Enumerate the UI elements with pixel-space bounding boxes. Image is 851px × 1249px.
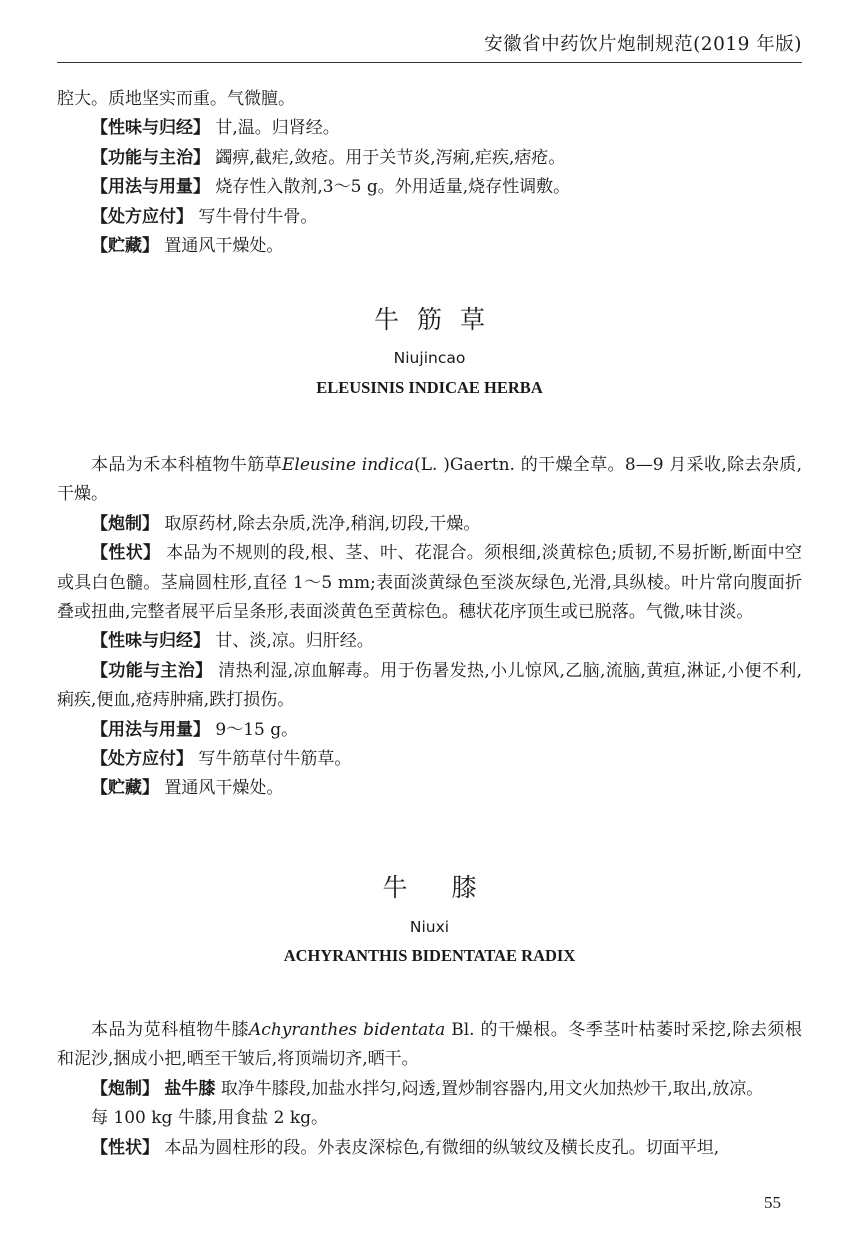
section-label: 【处方应付】 — [91, 206, 193, 227]
section-text: 清热利湿,凉血解毒。用于伤暑发热,小儿惊风,乙脑,流脑,黄疸,淋证,小便不利,痢疾,便血,疮痔肿痛,跌打损伤。 — [57, 660, 803, 711]
entry-body — [57, 1016, 802, 1163]
entry-body — [57, 451, 802, 804]
header-rule — [57, 62, 802, 63]
section-text: 置通风干燥处。 — [164, 778, 284, 799]
entry-pinyin: Niuxi — [409, 918, 450, 936]
entry-latin-name: ELEUSINIS INDICAE HERBA — [316, 378, 543, 397]
section-text: 取原药材,除去杂质,洗净,稍润,切段,干燥。 — [164, 513, 481, 534]
processing-section — [57, 510, 802, 539]
description-section — [57, 1134, 802, 1163]
storage-section — [57, 774, 802, 803]
section-text: 置通风干燥处。 — [164, 236, 284, 257]
section-label: 【功能与主治】 — [91, 660, 213, 681]
section-text: 写牛骨付牛骨。 — [198, 206, 318, 227]
section-text: 本品为不规则的段,根、茎、叶、花混合。须根细,淡黄棕色;质韧,不易折断,断面中空或具白色髓。茎扁圆柱形,直径 1～5 mm;表面淡黄绿色至淡灰绿色,光滑,具纵棱。叶片常向腹面折叠或扭曲,完整者展平后呈条形,表面淡黄色至黄棕色。穗状花序顶生或已脱落。气微,味甘淡。 — [57, 543, 803, 623]
description-section — [57, 539, 802, 627]
species-name: Achyranthes bidentata — [249, 1020, 446, 1040]
usage-dosage-section — [57, 716, 802, 745]
section-label: 【处方应付】 — [91, 749, 193, 770]
processing-subhead: 盐牛膝 — [164, 1078, 216, 1099]
salt-ratio-note: 每 100 kg 牛膝,用食盐 2 kg。 — [91, 1108, 329, 1129]
prev-entry-section — [57, 85, 802, 261]
section-text: 甘、淡,凉。归肝经。 — [215, 631, 374, 652]
section-label: 【炮制】 — [91, 1078, 159, 1099]
intro-text: Bl. 的干燥根。冬季茎叶枯萎时采挖,除去须根和泥沙,捆成小把,晒至干皱后,将顶端切齐,晒干。 — [57, 1020, 802, 1070]
prev-usage-dosage — [57, 173, 802, 202]
nature-meridian-section — [57, 627, 802, 656]
species-name: Eleusine indica — [281, 455, 415, 475]
entry-title: 牛膝 — [382, 873, 521, 902]
prev-nature-meridian — [57, 114, 802, 143]
intro-text: (L. )Gaertn. 的干燥全草。8—9 月采收,除去杂质,干燥。 — [57, 455, 802, 505]
section-label: 【贮藏】 — [91, 236, 159, 257]
processing-section — [57, 1075, 802, 1104]
entry-intro — [57, 451, 802, 510]
section-text: 烧存性入散剂,3～5 g。外用适量,烧存性调敷。 — [215, 177, 571, 198]
section-label: 【性状】 — [91, 543, 161, 564]
entry-pinyin: Niujincao — [393, 349, 466, 367]
section-text: 本品为圆柱形的段。外表皮深棕色,有微细的纵皱纹及横长皮孔。切面平坦, — [164, 1137, 720, 1158]
prev-description-tail: 腔大。质地坚实而重。气微膻。 — [57, 89, 295, 109]
section-label: 【性味与归经】 — [91, 631, 210, 652]
function-indication-section — [57, 657, 802, 716]
section-label: 【性味与归经】 — [91, 118, 210, 139]
section-text: 9～15 g。 — [215, 719, 299, 740]
prev-function-indication — [57, 144, 802, 173]
prev-storage — [57, 232, 802, 261]
section-text: 取净牛膝段,加盐水拌匀,闷透,置炒制容器内,用文火加热炒干,取出,放凉。 — [220, 1078, 764, 1099]
running-header: 安徽省中药饮片炮制规范(2019 年版) — [484, 34, 802, 55]
entry-latin-name: ACHYRANTHIS BIDENTATAE RADIX — [283, 946, 576, 965]
section-label: 【用法与用量】 — [91, 177, 210, 198]
section-label: 【功能与主治】 — [91, 147, 210, 168]
section-label: 【用法与用量】 — [91, 719, 210, 740]
section-label: 【贮藏】 — [91, 778, 159, 799]
intro-text: 本品为苋科植物牛膝 — [91, 1020, 250, 1040]
section-label: 【性状】 — [91, 1137, 159, 1158]
prescription-section — [57, 745, 802, 774]
prev-prescription — [57, 203, 802, 232]
section-text: 甘,温。归肾经。 — [215, 118, 340, 139]
entry-intro — [57, 1016, 802, 1075]
intro-text: 本品为禾本科植物牛筋草 — [91, 455, 282, 475]
section-label: 【炮制】 — [91, 513, 159, 534]
entry-title: 牛筋草 — [373, 305, 503, 334]
section-text: 写牛筋草付牛筋草。 — [198, 749, 352, 770]
section-text: 蠲痹,截疟,敛疮。用于关节炎,泻痢,疟疾,痞疮。 — [215, 147, 566, 168]
page-number: 55 — [764, 1193, 781, 1212]
